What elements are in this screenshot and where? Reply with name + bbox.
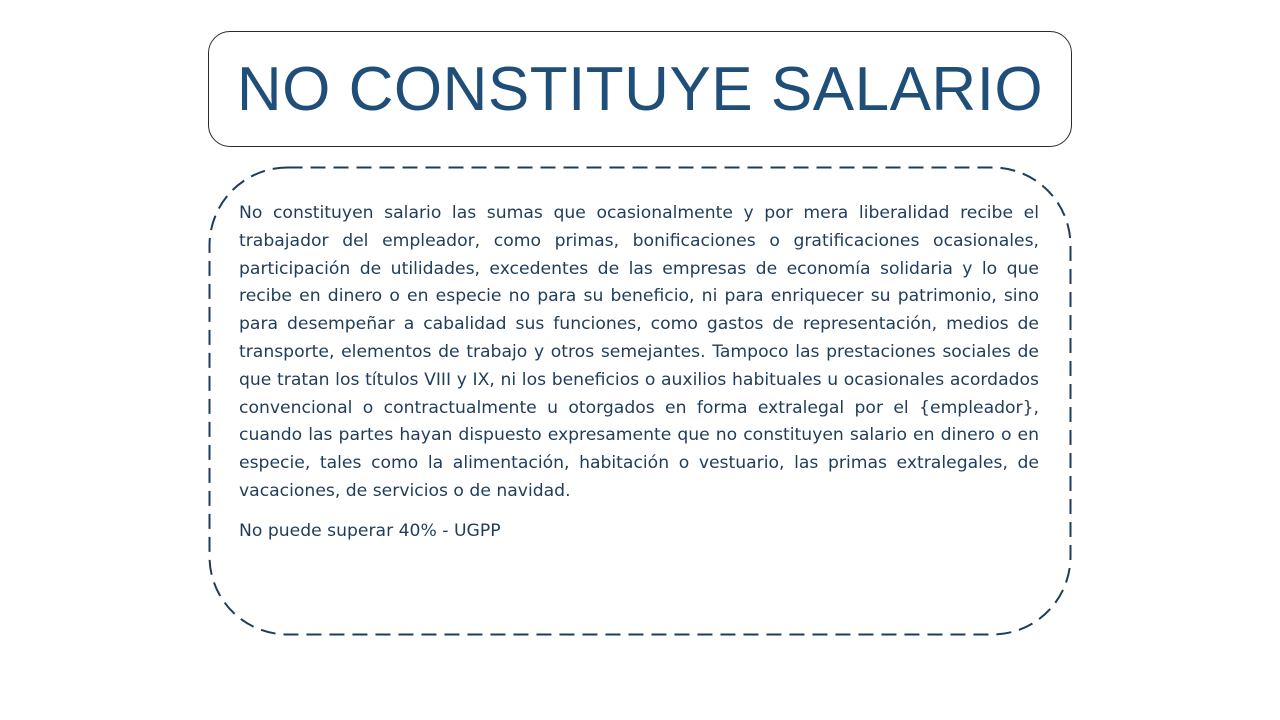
limit-note: No puede superar 40% - UGPP xyxy=(239,520,501,541)
title-box xyxy=(208,31,1072,147)
content-box xyxy=(208,166,1072,636)
content-text xyxy=(239,200,1039,546)
body-paragraph: No constituyen salario las sumas que ocasionalmente y por mera liberalidad recibe el trabajador del empleador, como primas, bonificaciones o gratificaciones ocasionales, participación de utilidades, excedentes de las empresas de economía solidaria y lo que recibe en dinero o en especie no para su beneficio, ni para enriquecer su patrimonio, sino para desempeñar a cabalidad sus funciones, como gastos de representación, medios de transporte, elementos de trabajo y otros semejantes. Tampoco las prestaciones sociales de que tratan los títulos VIII y IX, ni los beneficios o auxilios habituales u ocasionales acordados convencional o contractualmente u otorgados en forma extralegal por el {empleador}, cuando las partes hayan dispuesto expresamente que no constituyen salario en dinero o en especie, tales como la alimentación, habitación o vestuario, las primas extralegales, de vacaciones, de servicios o de navidad. xyxy=(239,203,1039,501)
slide-title: NO CONSTITUYE SALARIO xyxy=(236,54,1044,124)
